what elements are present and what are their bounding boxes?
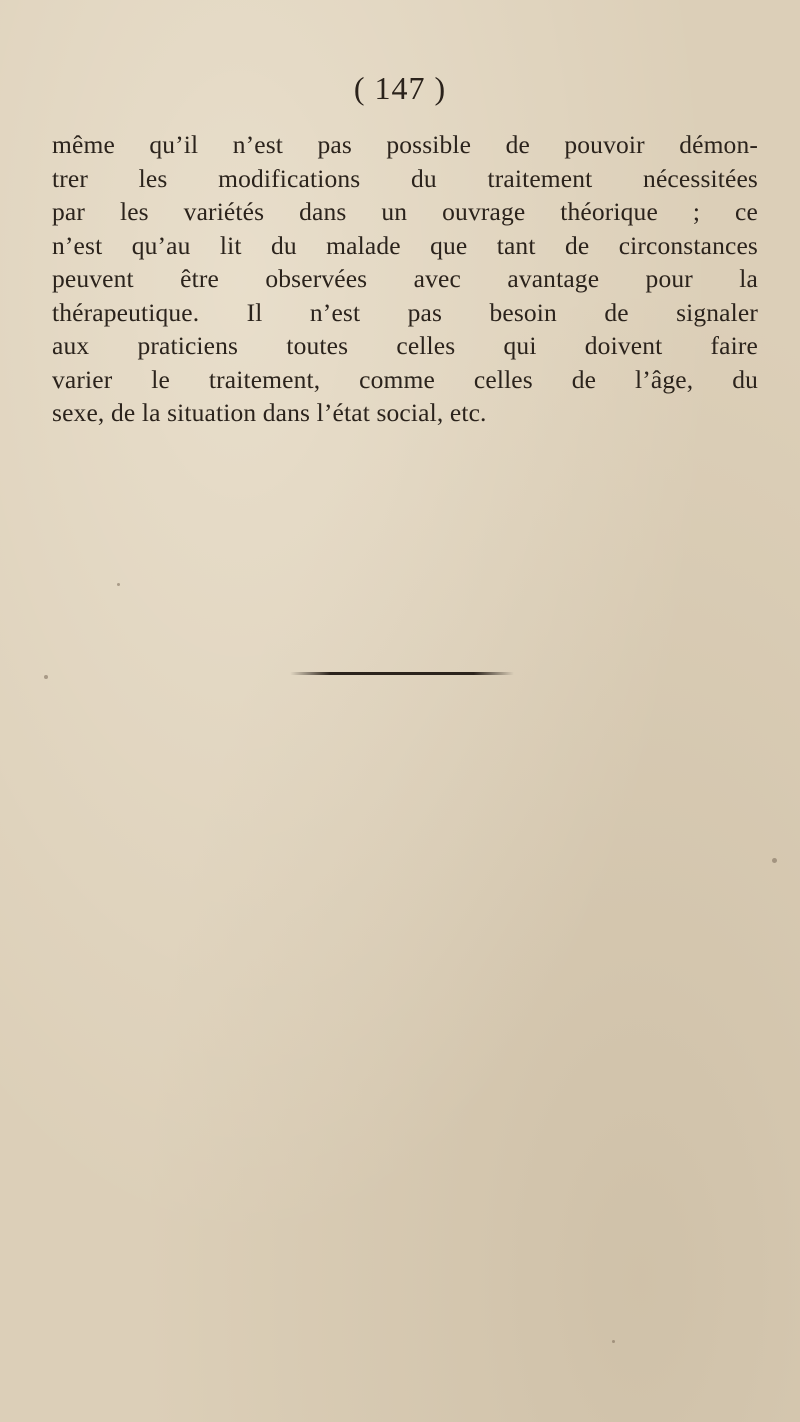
paper-speck xyxy=(117,583,120,586)
paper-speck xyxy=(772,858,777,863)
paper-speck xyxy=(44,675,48,679)
section-end-rule xyxy=(290,672,514,675)
text-line: varier le traitement, comme celles de l’âge, du xyxy=(52,364,758,394)
text-line: peuvent être observées avec avantage pour la xyxy=(52,264,758,293)
text-line: n’est qu’au lit du malade que tant de circonstances xyxy=(52,230,758,260)
text-line: thérapeutique. Il n’est pas besoin de signaler xyxy=(52,297,758,327)
text-line: même qu’il n’est pas possible de pouvoir démon- xyxy=(52,130,758,159)
body-paragraph xyxy=(52,128,758,430)
text-line: trer les modifications du traitement nécessitées xyxy=(52,163,758,193)
text-line: aux praticiens toutes celles qui doivent faire xyxy=(52,331,758,360)
paper-speck xyxy=(612,1340,615,1343)
text-line: sexe, de la situation dans l’état social, etc. xyxy=(52,398,487,427)
page-number: ( 147 ) xyxy=(353,70,447,106)
text-line: par les variétés dans un ouvrage théorique ; ce xyxy=(52,197,758,226)
